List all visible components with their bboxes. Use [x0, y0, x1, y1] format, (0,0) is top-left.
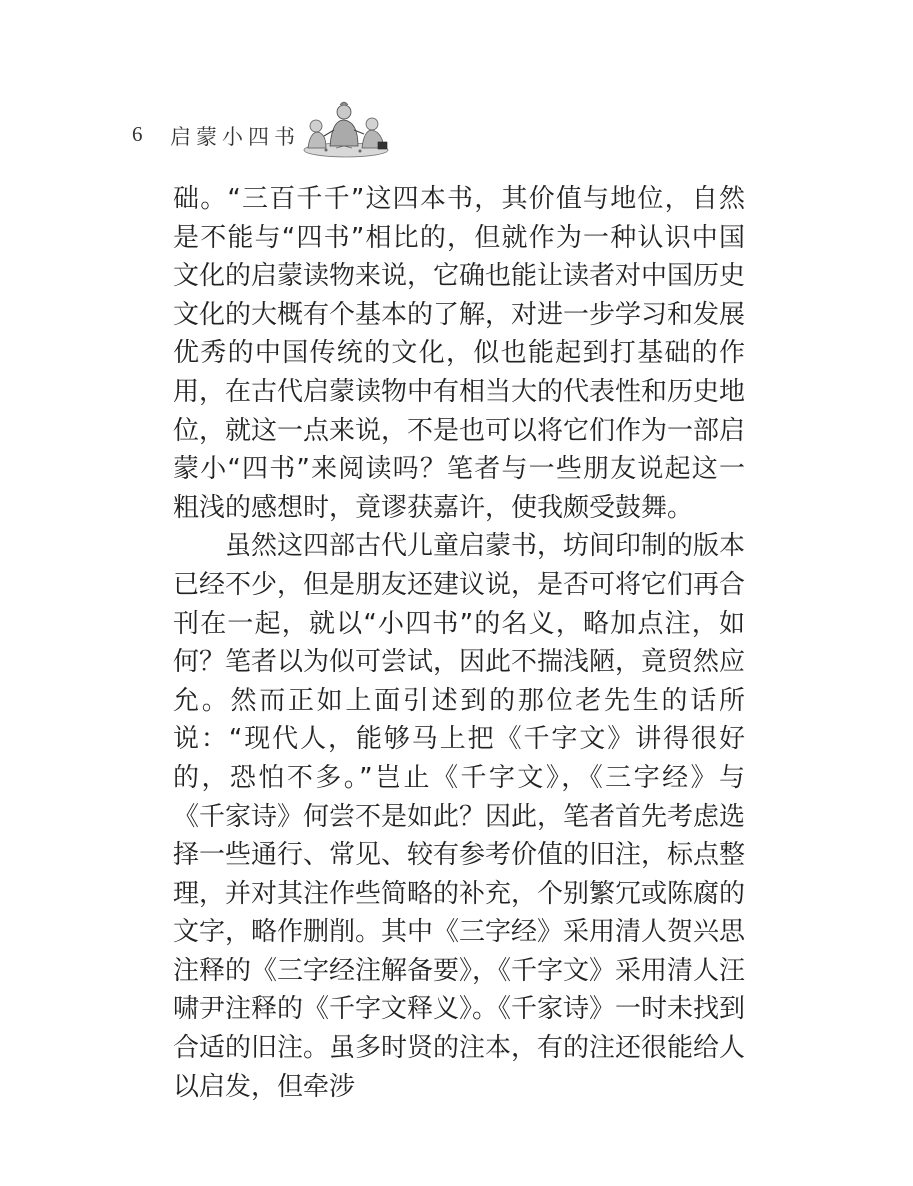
- children-study-illustration-icon: [300, 100, 392, 158]
- main-text: [173, 180, 745, 1106]
- page-number: 6: [132, 122, 143, 146]
- paragraph-2: 虽然这四部古代儿童启蒙书，坊间印制的版本已经不少，但是朋友还建议说，是否可将它们再合刊在一起，就以“小四书”的名义，略加点注，如何？笔者以为似可尝试，因此不揣浅陋，竟贸然应允。然而正如上面引述到的那位老先生的话所说：“现代人，能够马上把《千字文》讲得很好的，恐怕不多。”岂止《千字文》，《三字经》与《千家诗》何尝不是如此？因此，笔者首先考虑选择一些通行、常见、较有参考价值的旧注，标点整理，并对其注作些简略的补充，个别繁冗或陈腐的文字，略作删削。其中《三字经》采用清人贺兴思注释的《三字经注解备要》，《千字文》采用清人汪啸尹注释的《千字文释义》。《千家诗》一时未找到合适的旧注。虽多时贤的注本，有的注还很能给人以启发，但牵涉: [173, 531, 746, 1102]
- running-header: [0, 100, 913, 160]
- paragraph-1: 础。“三百千千”这四本书，其价值与地位，自然是不能与“四书”相比的，但就作为一种认识中国文化的启蒙读物来说，它确也能让读者对中国历史文化的大概有个基本的了解，对进一步学习和发展优秀的中国传统的文化，似也能起到打基础的作用，在古代启蒙读物中有相当大的代表性和历史地位，就这一点来说，不是也可以将它们作为一部启蒙小“四书”来阅读吗？笔者与一些朋友说起这一粗浅的感想时，竟谬获嘉许，使我颇受鼓舞。: [173, 184, 746, 523]
- book-title: 启蒙小四书: [170, 125, 300, 149]
